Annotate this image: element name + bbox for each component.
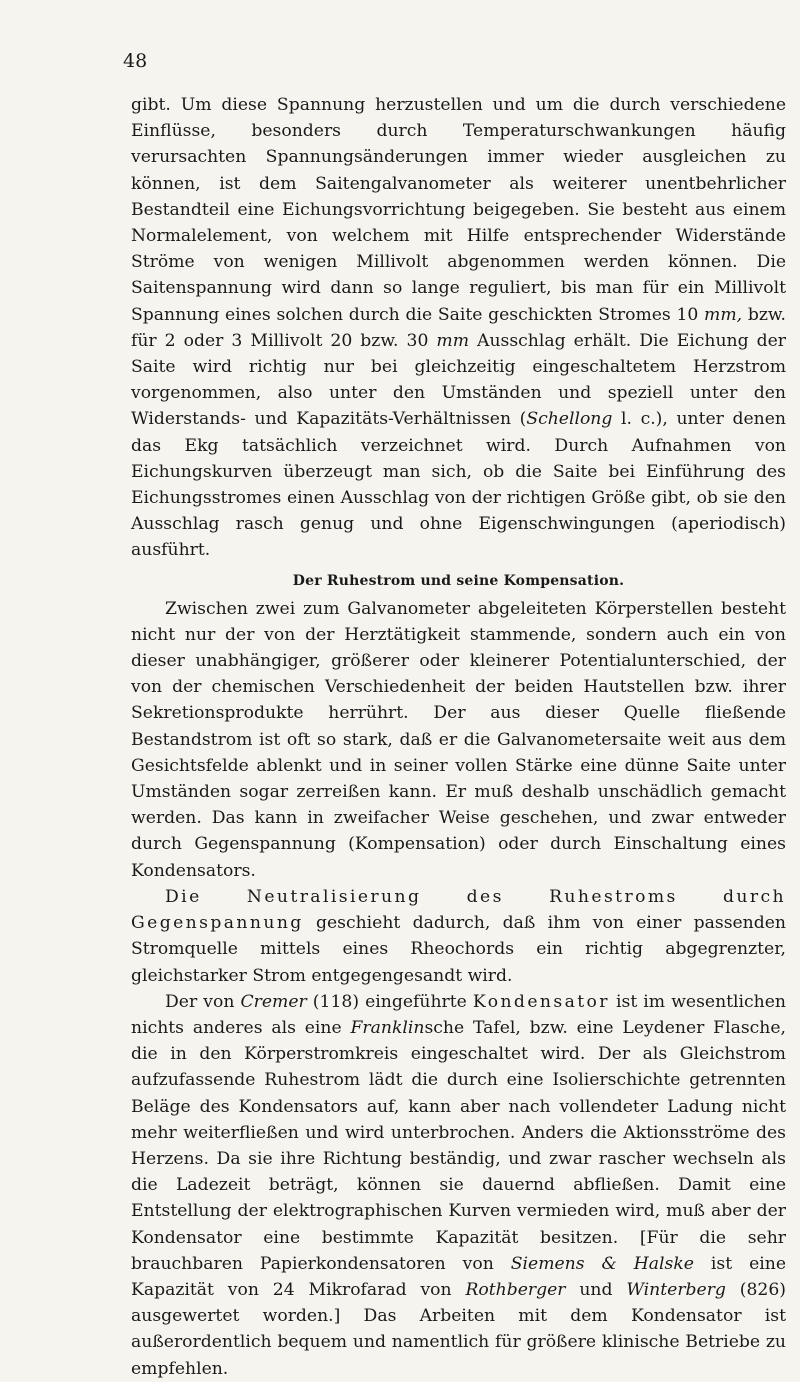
author-name: Franklin: [350, 1017, 425, 1038]
author-name: Winterberg: [626, 1279, 726, 1300]
section-heading: Der Ruhestrom und seine Kompensation.: [292, 572, 625, 589]
paragraph-ruhestrom: Zwischen zwei zum Galvanometer abgeleiteten Körperstellen besteht nicht nur der von der Herztätigkeit stammende, sondern auch ein von dieser unabhängiger, größerer oder kleinerer Potentialunterschied, der von der chemischen Verschiedenheit der beiden Hautstellen bzw. ihrer Sekretionsprodukte herrührt. Der aus dieser Quelle fließende Bestandstrom ist oft so stark, daß er die Galvanometersaite weit aus dem Gesichtsfelde ablenkt und in seiner vollen Stärke eine dünne Saite unter Umständen sogar zerreißen kann. Er muß deshalb unschädlich gemacht werden. Das kann in zweifacher Weise geschehen, und zwar entweder durch Gegenspannung (Kompensation) oder durch Einschaltung eines Kondensators.: [131, 598, 786, 881]
spaced-emphasis: Die Neutralisierung des Ruhestroms durch Gegenspannung: [131, 886, 786, 934]
unit: mm: [436, 330, 470, 351]
paragraph-eichung: gibt. Um diese Spannung herzustellen und um die durch verschiedene Einflüsse, besonders durch Temperaturschwankungen häufig verursachten Spannungsänderungen immer wieder ausgleichen zu können, ist dem Saitengalvanometer als weiterer unentbehrlicher Bestandteil eine Eichungsvorrichtung beigegeben. Sie besteht aus einem Normalelement, von welchem mit Hilfe entsprechender Widerstände Ströme von wenigen Millivolt abgenommen werden können. Die Saitenspannung wird dann so lange reguliert, bis man für ein Millivolt Spannung eines solchen durch die Saite geschickten Stromes 10 mm, bzw. für 2 oder 3 Millivolt 20 bzw. 30 mm Ausschlag erhält. Die Eichung der Saite wird richtig nur bei gleichzeitig eingeschaltetem Herzstrom vorgenommen, also unter den Umständen und speziell unter den Widerstands- und Kapazitäts-Verhältnissen (Schellong l. c.), unter denen das Ekg tatsächlich verzeichnet wird. Durch Aufnahmen von Eichungskurven überzeugt man sich, ob die Saite bei Einführung des Eichungsstromes einen Ausschlag von der richtigen Größe gibt, ob sie den Ausschlag rasch genug und ohne Eigenschwingungen (aperiodisch) ausführt.: [131, 95, 787, 561]
company-name: Siemens & Halske: [510, 1253, 694, 1274]
spaced-emphasis: Kondensator: [472, 991, 610, 1012]
author-name: Schellong: [526, 409, 613, 430]
paragraph-neutralisierung: Die Neutralisierung des Ruhestroms durch Gegenspannung geschieht dadurch, daß ihm von einer passenden Stromquelle mittels eines Rheochords ein richtig abgegrenzter, gleichstarker Strom entgegengesandt wird.: [131, 886, 786, 986]
unit: mm,: [704, 304, 743, 325]
page-number: 48: [123, 50, 148, 72]
paragraph-kondensator: Der von Cremer (118) eingeführte Kondensator ist im wesentlichen nichts anderes als eine Franklinsche Tafel, bzw. eine Leydener Flasche, die in den Körperstromkreis eingeschaltet wird. Der als Gleichstrom aufzufassende Ruhestrom lädt die durch eine Isolierschichte getrennten Beläge des Kondensators auf, kann aber nach vollendeter Ladung nicht mehr weiterfließen und wird unterbrochen. Anders die Aktionsströme des Herzens. Da sie ihre Richtung beständig, und zwar rascher wechseln als die Ladezeit beträgt, können sie dauernd abfließen. Damit eine Entstellung der elektrographischen Kurven vermieden wird, muß aber der Kondensator eine bestimmte Kapazität besitzen. [Für die sehr brauchbaren Papierkondensatoren von Siemens & Halske ist eine Kapazität von 24 Mikrofarad von Rothberger und Winterberg (826) ausgewertet worden.] Das Arbeiten mit dem Kondensator ist außerordentlich bequem und namentlich für größere klinische Betriebe zu empfehlen.: [131, 991, 787, 1379]
body-text: [131, 92, 786, 1382]
author-name: Cremer: [240, 991, 307, 1012]
author-name: Rothberger: [465, 1279, 566, 1300]
